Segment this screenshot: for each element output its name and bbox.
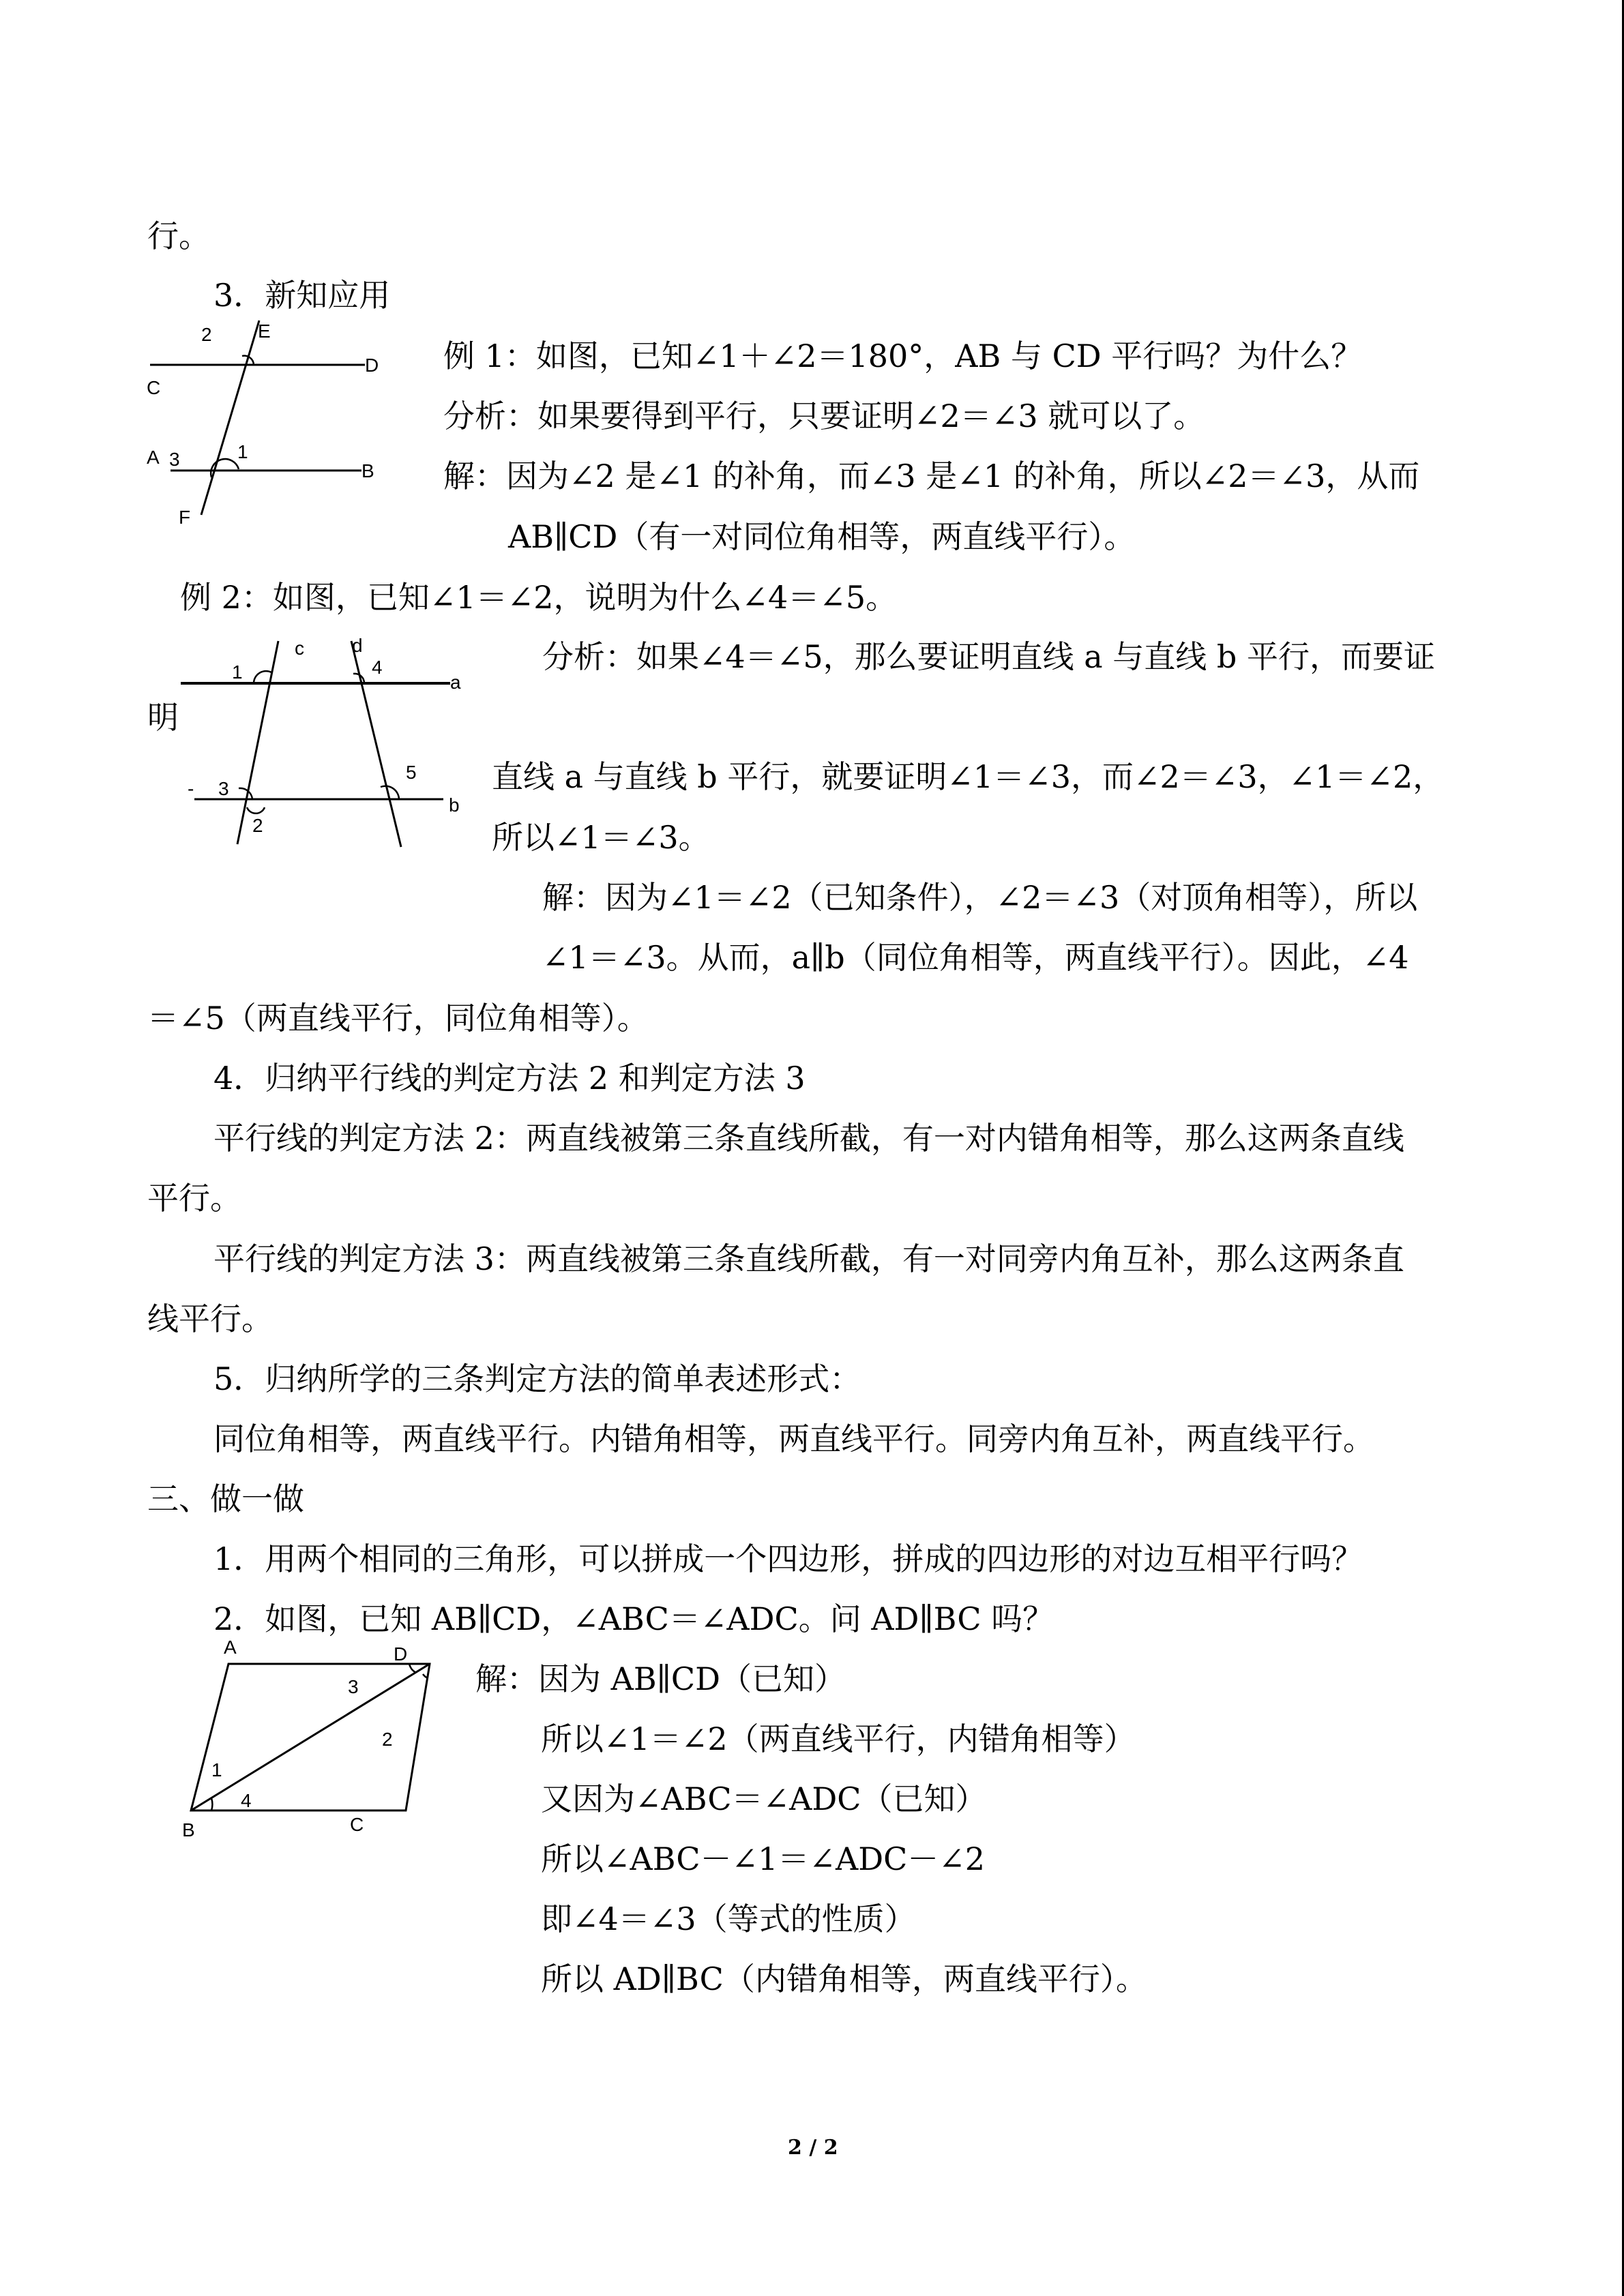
exercise-2-solution-1: 解：因为 AB∥CD（已知） bbox=[475, 1660, 846, 1697]
fig1-label-3: 3 bbox=[169, 449, 180, 470]
figure-exercise-2-diagram bbox=[174, 1633, 447, 1851]
fig1-label-B: B bbox=[361, 460, 374, 481]
method-2-text-2: 平行。 bbox=[147, 1180, 241, 1217]
page-number: 2 / 2 bbox=[788, 2136, 838, 2160]
example-2-solution-1: 解：因为∠1＝∠2（已知条件），∠2＝∠3（对顶角相等），所以 bbox=[542, 879, 1418, 916]
fig1-label-C: C bbox=[147, 377, 161, 398]
example-1-question: 例 1：如图，已知∠1＋∠2＝180°，AB 与 CD 平行吗？为什么？ bbox=[443, 338, 1363, 374]
diagonal-bd bbox=[191, 1664, 430, 1810]
example-2-analysis-wrap: 明 bbox=[147, 699, 179, 736]
fig1-label-A: A bbox=[147, 447, 160, 468]
fig3-label-C: C bbox=[350, 1814, 364, 1835]
fig3-label-1: 1 bbox=[211, 1759, 222, 1780]
example-2-analysis-1: 分析：如果∠4＝∠5，那么要证明直线 a 与直线 b 平行，而要证 bbox=[542, 638, 1435, 675]
fig2-label-a: a bbox=[450, 672, 461, 693]
fig3-label-3: 3 bbox=[348, 1676, 359, 1697]
exercise-2-solution-2: 所以∠1＝∠2（两直线平行，内错角相等） bbox=[541, 1720, 1136, 1757]
fig3-label-4: 4 bbox=[241, 1790, 252, 1811]
fig2-label-1: 1 bbox=[232, 661, 243, 683]
exercise-2: 2．如图，已知 AB∥CD，∠ABC＝∠ADC。问 AD∥BC 吗？ bbox=[213, 1600, 1054, 1637]
angle-2-arc bbox=[247, 807, 265, 814]
example-2-analysis-2: 直线 a 与直线 b 平行，就要证明∠1＝∠3，而∠2＝∠3，∠1＝∠2， bbox=[492, 758, 1445, 795]
figure-example-1 bbox=[136, 307, 396, 546]
method-2-text-1: 平行线的判定方法 2：两直线被第三条直线所截，有一对内错角相等，那么这两条直线 bbox=[213, 1120, 1404, 1157]
figure-example-1-diagram bbox=[136, 307, 396, 546]
example-2-analysis-3: 所以∠1＝∠3。 bbox=[492, 819, 710, 856]
summary-text: 同位角相等，两直线平行。内错角相等，两直线平行。同旁内角互补，两直线平行。 bbox=[213, 1420, 1374, 1457]
figure-exercise-2 bbox=[174, 1633, 447, 1851]
example-2-solution-2: ∠1＝∠3。从而，a∥b（同位角相等，两直线平行）。因此，∠4 bbox=[542, 939, 1409, 976]
fig1-label-1: 1 bbox=[237, 441, 248, 462]
angle-4-arc bbox=[353, 674, 364, 683]
exercise-2-solution-3: 又因为∠ABC＝∠ADC（已知） bbox=[541, 1780, 987, 1817]
angle-1-arc bbox=[254, 671, 271, 683]
fig1-label-F: F bbox=[179, 507, 191, 528]
fig3-label-A: A bbox=[224, 1637, 237, 1658]
fig1-label-D: D bbox=[365, 355, 379, 376]
fig2-label-4: 4 bbox=[372, 657, 383, 678]
exercise-1: 1．用两个相同的三角形，可以拼成一个四边形，拼成的四边形的对边互相平行吗？ bbox=[213, 1540, 1363, 1577]
fig3-label-B: B bbox=[182, 1819, 195, 1840]
example-1-solution-2: AB∥CD（有一对同位角相等，两直线平行）。 bbox=[508, 518, 1136, 555]
exercise-2-solution-5: 即∠4＝∠3（等式的性质） bbox=[541, 1900, 916, 1937]
transversal-ef bbox=[201, 320, 259, 515]
fig1-label-2: 2 bbox=[201, 324, 212, 345]
fig2-label-c: c bbox=[295, 638, 304, 659]
section-heading-do: 三、做一做 bbox=[147, 1480, 304, 1517]
fig2-label-d: d bbox=[352, 635, 363, 656]
method-3-text-1: 平行线的判定方法 3：两直线被第三条直线所截，有一对同旁内角互补，那么这两条直 bbox=[213, 1240, 1404, 1277]
fig1-label-E: E bbox=[258, 320, 271, 342]
fig2-label-b: b bbox=[449, 794, 460, 816]
example-1-solution-1: 解：因为∠2 是∠1 的补角，而∠3 是∠1 的补角，所以∠2＝∠3，从而 bbox=[443, 458, 1420, 494]
angle-3-arc bbox=[239, 788, 252, 799]
text-line-1: 行。 bbox=[147, 218, 210, 254]
section-heading-3: 3．新知应用 bbox=[213, 277, 391, 314]
fig2-label-dash: - bbox=[188, 778, 194, 799]
figure-example-2 bbox=[164, 627, 484, 859]
angle-3-arc bbox=[409, 1664, 416, 1673]
fig2-label-2: 2 bbox=[252, 815, 263, 836]
fig3-label-D: D bbox=[394, 1643, 408, 1665]
section-heading-5: 5．归纳所学的三条判定方法的简单表述形式： bbox=[213, 1360, 861, 1397]
figure-example-2-diagram bbox=[164, 627, 484, 859]
example-1-analysis: 分析：如果要得到平行，只要证明∠2＝∠3 就可以了。 bbox=[443, 398, 1205, 434]
method-3-text-2: 线平行。 bbox=[147, 1300, 273, 1337]
fig3-label-2: 2 bbox=[382, 1729, 393, 1750]
example-2-question: 例 2：如图，已知∠1＝∠2，说明为什么∠4＝∠5。 bbox=[180, 579, 898, 616]
angle-1-arc bbox=[211, 1798, 212, 1810]
exercise-2-solution-6: 所以 AD∥BC（内错角相等，两直线平行）。 bbox=[541, 1960, 1147, 1997]
fig2-label-3: 3 bbox=[218, 778, 229, 799]
example-2-solution-3: ＝∠5（两直线平行，同位角相等）。 bbox=[147, 1000, 649, 1037]
section-heading-4: 4．归纳平行线的判定方法 2 和判定方法 3 bbox=[213, 1060, 806, 1097]
fig2-label-5: 5 bbox=[406, 762, 417, 783]
exercise-2-solution-4: 所以∠ABC－∠1＝∠ADC－∠2 bbox=[541, 1840, 986, 1877]
